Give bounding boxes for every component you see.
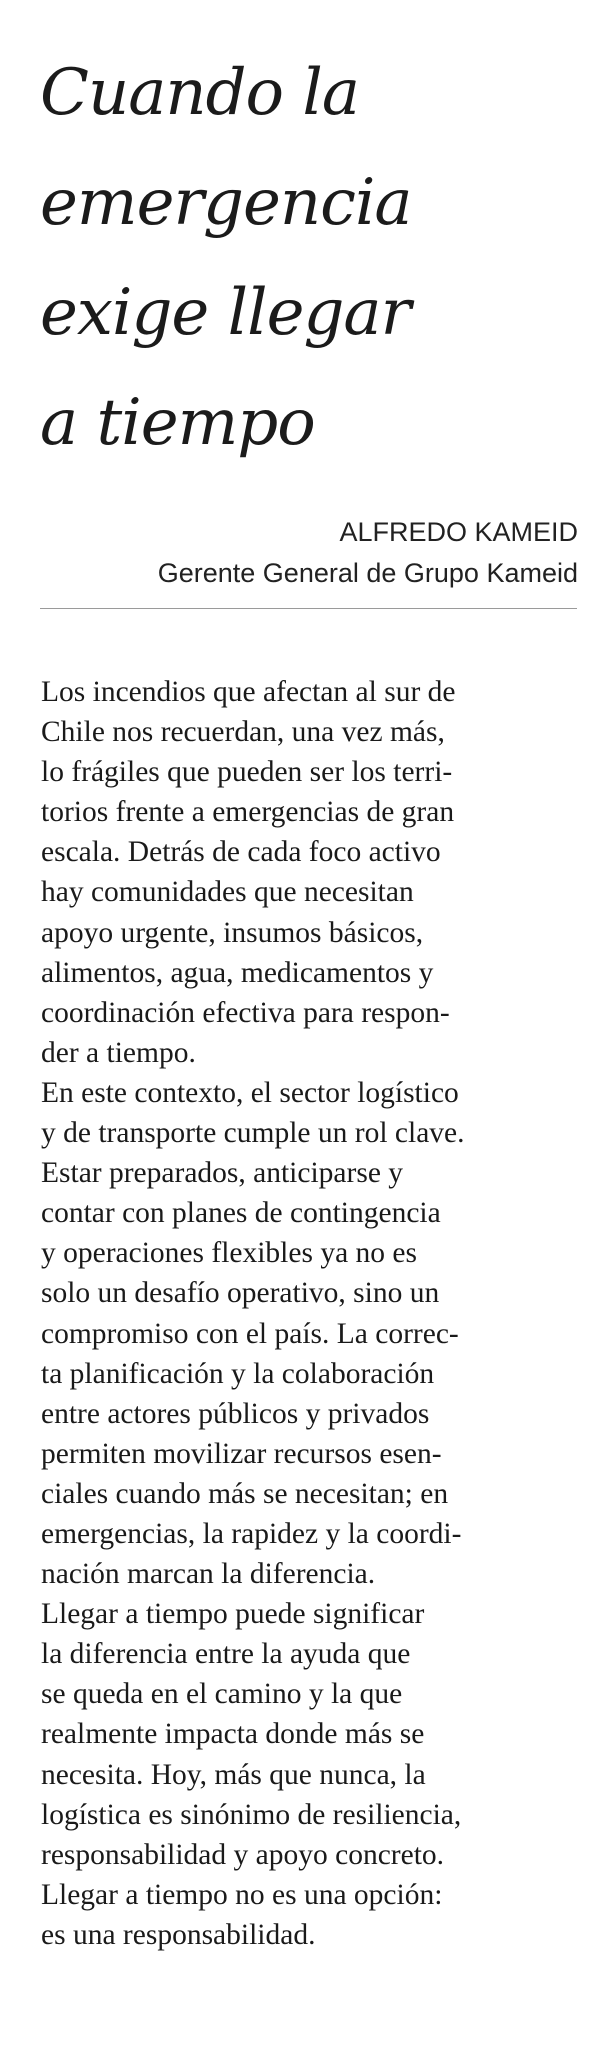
article-body — [41, 672, 601, 1955]
body-line: solo un desafío operativo, sino un — [41, 1277, 440, 1310]
headline-line: emergencia — [40, 166, 412, 240]
body-line: ciales cuando más se necesitan; en — [41, 1477, 449, 1510]
body-line: la diferencia entre la ayuda que — [41, 1638, 411, 1671]
body-line: Llegar a tiempo no es una opción: — [41, 1878, 443, 1911]
headline-line: a tiempo — [40, 386, 315, 460]
body-line: ta planificación y la colaboración — [41, 1357, 435, 1390]
byline — [158, 512, 578, 594]
body-line: alimentos, agua, medicamentos y — [41, 956, 434, 989]
body-line: Los incendios que afectan al sur de — [41, 676, 456, 708]
body-line: logística es sinónimo de resiliencia, — [41, 1798, 462, 1831]
body-line: Llegar a tiempo puede significar — [41, 1598, 425, 1631]
author-name: ALFREDO KAMEID — [339, 517, 578, 547]
body-line: entre actores públicos y privados — [41, 1397, 430, 1430]
body-line: realmente impacta donde más se — [41, 1718, 425, 1751]
body-line: Estar preparados, anticiparse y — [41, 1157, 404, 1190]
body-line: se queda en el camino y la que — [41, 1678, 403, 1711]
body-line: compromiso con el país. La correc- — [41, 1317, 459, 1350]
body-line: responsabilidad y apoyo concreto. — [41, 1838, 445, 1871]
body-line: nación marcan la diferencia. — [41, 1558, 376, 1591]
body-line: es una responsabilidad. — [41, 1918, 316, 1951]
body-line: lo frágiles que pueden ser los terri- — [41, 756, 453, 789]
body-line: Chile nos recuerdan, una vez más, — [41, 716, 445, 749]
body-line: y operaciones flexibles ya no es — [41, 1237, 417, 1270]
body-line: coordinación efectiva para respon- — [41, 996, 450, 1029]
body-line: necesita. Hoy, más que nunca, la — [41, 1758, 426, 1791]
body-line: hay comunidades que necesitan — [41, 876, 414, 909]
body-line: escala. Detrás de cada foco activo — [41, 836, 441, 869]
body-line: emergencias, la rapidez y la coordi- — [41, 1517, 462, 1550]
article-headline — [40, 38, 600, 478]
author-role: Gerente General de Grupo Kameid — [157, 558, 578, 588]
body-line: apoyo urgente, insumos básicos, — [41, 916, 424, 949]
divider-rule — [40, 608, 577, 609]
body-line: En este contexto, el sector logístico — [41, 1076, 459, 1109]
body-line: permiten movilizar recursos esen- — [41, 1437, 442, 1470]
body-line: y de transporte cumple un rol clave. — [41, 1117, 465, 1150]
headline-line: exige llegar — [40, 276, 411, 350]
body-line: contar con planes de contingencia — [41, 1197, 441, 1230]
headline-line: Cuando la — [40, 56, 360, 130]
body-line: der a tiempo. — [41, 1036, 196, 1069]
body-line: torios frente a emergencias de gran — [41, 796, 455, 829]
